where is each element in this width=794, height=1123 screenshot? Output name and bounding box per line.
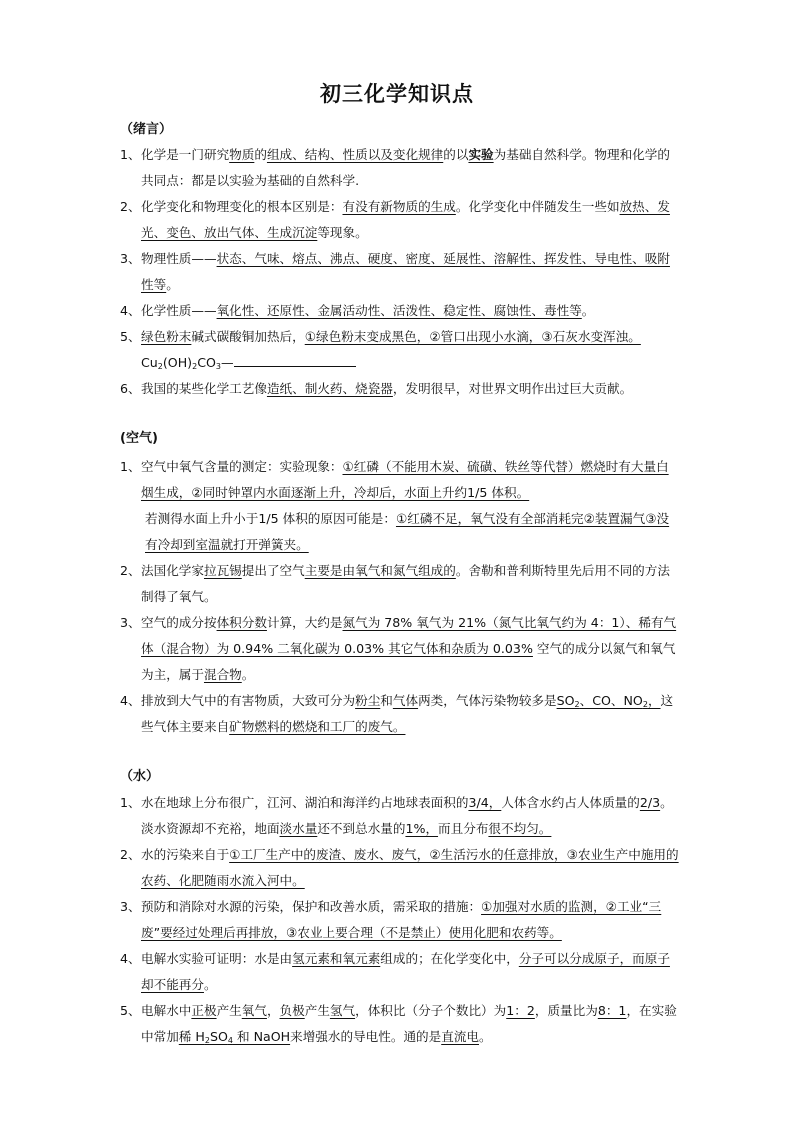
text: 。舍勒和普利斯特里先后用不同的方法制得了氧气。 (141, 563, 670, 604)
text: 水在地球上分布很广，江河、湖泊和海洋约占地球表面积的 (141, 795, 469, 810)
list-item (120, 688, 680, 740)
list-item (120, 998, 680, 1050)
item-number: 5、 (120, 329, 141, 344)
text: 预防和消除对水源的污染，保护和改善水质，需采取的措施： (141, 899, 482, 914)
item-number: 2、 (120, 563, 141, 578)
text: 这些气体主要来自 (141, 693, 674, 734)
underlined-text: 正极 (191, 1003, 217, 1018)
underlined-text: ①绿色粉末变成黑色，②管口出现小水滴，③石灰水变浑浊。 (304, 329, 641, 344)
underlined-text: 1%， (405, 821, 439, 836)
item-number: 4、 (120, 951, 141, 966)
item-number: 2、 (120, 847, 141, 862)
underlined-text: 2/3 (639, 795, 661, 810)
item-number: 6、 (120, 381, 141, 396)
underlined-text: 粉尘 (355, 693, 381, 708)
sub-paragraph (145, 506, 680, 558)
text: 若测得水面上升小于1/5 体积的原因可能是： (145, 511, 396, 526)
item-number: 4、 (120, 693, 141, 708)
underlined-text: ①红磷（不能用木炭、硫磺、铁丝等代替）燃烧时有大量白烟生成，②同时钟罩内水面逐渐上升，冷却后，水面上升约1/5 体积。 (141, 459, 669, 500)
list-item (120, 946, 680, 998)
text: 的以 (443, 147, 469, 162)
underlined-text: 氮气为 78% 氧气为 21%（氮气比氧气约为 4：1）、稀有气体（混合物）为 0.94% 二氧化碳为 0.03% 其它气体和杂质为 0.03% (141, 615, 677, 656)
underlined-text: 主要是由氧气和氮气组成的 (304, 563, 456, 578)
item-number: 4、 (120, 303, 141, 318)
underlined-text: 氧气 (241, 1003, 267, 1018)
text: 组成的；在化学变化中， (380, 951, 519, 966)
list-item (120, 324, 680, 376)
underlined-text: 物质 (229, 147, 255, 162)
underlined-text: 体积分数 (216, 615, 267, 630)
underlined-text: 绿色粉末 (141, 329, 192, 344)
list-item (120, 610, 680, 688)
list-item (120, 894, 680, 946)
underlined-text: 1：2 (506, 1003, 535, 1018)
item-number: 1、 (120, 795, 141, 810)
list-item (120, 558, 680, 610)
text: ，质量比为 (534, 1003, 598, 1018)
underlined-text: 有没有新物质的生成 (342, 199, 456, 214)
section-heading-intro: （绪言） (120, 122, 173, 137)
text: 等现象。 (317, 225, 368, 240)
text: 。 (203, 977, 217, 992)
underlined-text: 状态、气味、熔点、沸点、硬度、密度、延展性、溶解性、挥发性、导电性、吸附性等 (141, 251, 670, 292)
underlined-text: 拉瓦锡 (203, 563, 242, 578)
list-item (120, 246, 680, 298)
underlined-text: 3/4， (468, 795, 502, 810)
text: 空气的成分按 (141, 615, 217, 630)
underlined-text: 8：1 (597, 1003, 627, 1018)
list-item (120, 842, 680, 894)
section-heading-water: （水） (120, 769, 160, 784)
pollutant-formulas: $SO_2$、CO、$NO_2$， (556, 693, 661, 709)
text: 的 (254, 147, 267, 162)
item-number: 2、 (120, 199, 141, 214)
answer-blank (234, 354, 356, 367)
underlined-text: 氧化性、还原性、金属活动性、活泼性、稳定性、腐蚀性、毒性等 (216, 303, 582, 318)
text: 计算，大约是 (266, 615, 343, 630)
text: 空气的成分以氮气和氧气为主，属于 (141, 641, 676, 682)
text: 两类，气体污染物较多是 (418, 693, 557, 708)
text: 。淡水资源却不充裕，地面 (141, 795, 673, 836)
underlined-text: 很不均匀。 (488, 821, 552, 836)
text: 化学性质—— (141, 303, 217, 318)
text: 水的污染来自于 (141, 847, 230, 862)
text: 产生 (216, 1003, 242, 1018)
text: 。 (241, 667, 255, 682)
text: 和 (380, 693, 393, 708)
text: 而且分布 (438, 821, 489, 836)
text: 。 (581, 303, 595, 318)
text: 物理性质—— (141, 251, 217, 266)
text: 化学变化和物理变化的根本区别是： (141, 199, 343, 214)
text: 还不到总水量的 (317, 821, 406, 836)
text: 排放到大气中的有害物质，大致可分为 (141, 693, 356, 708)
text: ，体积比（分子个数比）为 (355, 1003, 507, 1018)
item-number: 3、 (120, 899, 141, 914)
text: ，在实验中常加 (141, 1003, 677, 1044)
bold-underlined-text: 实验 (468, 147, 494, 162)
text: 产生 (304, 1003, 330, 1018)
underlined-text: 氢气 (329, 1003, 356, 1018)
text: 空气中氧气含量的测定：实验现象： (141, 459, 343, 474)
underlined-text: 氢元素和氧元素 (292, 951, 381, 966)
list-item (120, 142, 680, 194)
underlined-text: 放热、发光、变色、放出气体、生成沉淀 (141, 199, 670, 240)
text: 碱式碳酸铜加热后， (191, 329, 305, 344)
underlined-text: 矿物燃料的燃烧和工厂的废气。 (229, 719, 406, 734)
section-heading-air: (空气) (120, 431, 158, 446)
underlined-text: ①工厂生产中的废渣、废水、废气，②生活污水的任意排放，③农业生产中施用的农药、化肥随雨水流入河中。 (141, 847, 679, 888)
text: 。 (479, 1029, 492, 1044)
text: 电解水中 (141, 1003, 192, 1018)
text: 电解水实验可证明：水是由 (141, 951, 293, 966)
list-item (120, 454, 680, 506)
item-number: 1、 (120, 147, 141, 162)
underlined-text: 组成、结构、性质以及变化规律 (266, 147, 444, 162)
list-item (120, 790, 680, 842)
text: ，发明很早，对世界文明作出过巨大贡献。 (392, 381, 633, 396)
page-title: 初三化学知识点 (320, 82, 474, 106)
item-number: 5、 (120, 1003, 141, 1018)
text: ， (266, 1003, 280, 1018)
list-item (120, 194, 680, 246)
item-number: 1、 (120, 459, 141, 474)
text: 。 (166, 277, 179, 292)
underlined-text: 混合物 (203, 667, 242, 682)
text: 来增强水的导电性。通的是 (290, 1029, 442, 1044)
underlined-text: ①加强对水质的监测，②工业“三废”要经过处理后再排放，③农业上要合理（不是禁止）使用化肥和农药等。 (141, 899, 662, 940)
text: 人体含水约占人体质量的 (501, 795, 640, 810)
underlined-text: 造纸、制火药、烧瓷器 (266, 381, 393, 396)
reagent-formulas: 稀 $H_2SO_4$ 和 NaOH (178, 1029, 291, 1045)
item-number: 3、 (120, 251, 141, 266)
text: 法国化学家 (141, 563, 204, 578)
underlined-text: 负极 (279, 1003, 305, 1018)
list-item (120, 376, 680, 402)
underlined-text: 淡水量 (279, 821, 318, 836)
list-item (120, 298, 680, 324)
text: 提出了空气 (241, 563, 305, 578)
text: 我国的某些化学工艺像 (141, 381, 267, 396)
underlined-text: 分子可以分成原子，而原子却不能再分 (141, 951, 670, 992)
underlined-text: ①红磷不足，氧气没有全部消耗完②装置漏气③没有冷却到室温就打开弹簧夹。 (145, 511, 670, 552)
text: 为基础自然科学。物理和化学的共同点：都是以实验为基础的自然科学. (141, 147, 670, 188)
underlined-text: 气体 (392, 693, 419, 708)
underlined-text: 直流电 (441, 1029, 479, 1044)
text: 。化学变化中伴随发生一些如 (455, 199, 620, 214)
item-number: 3、 (120, 615, 141, 630)
formula: $Cu_2(OH)_2CO_3—$ (141, 355, 234, 371)
text: 化学是一门研究 (141, 147, 230, 162)
